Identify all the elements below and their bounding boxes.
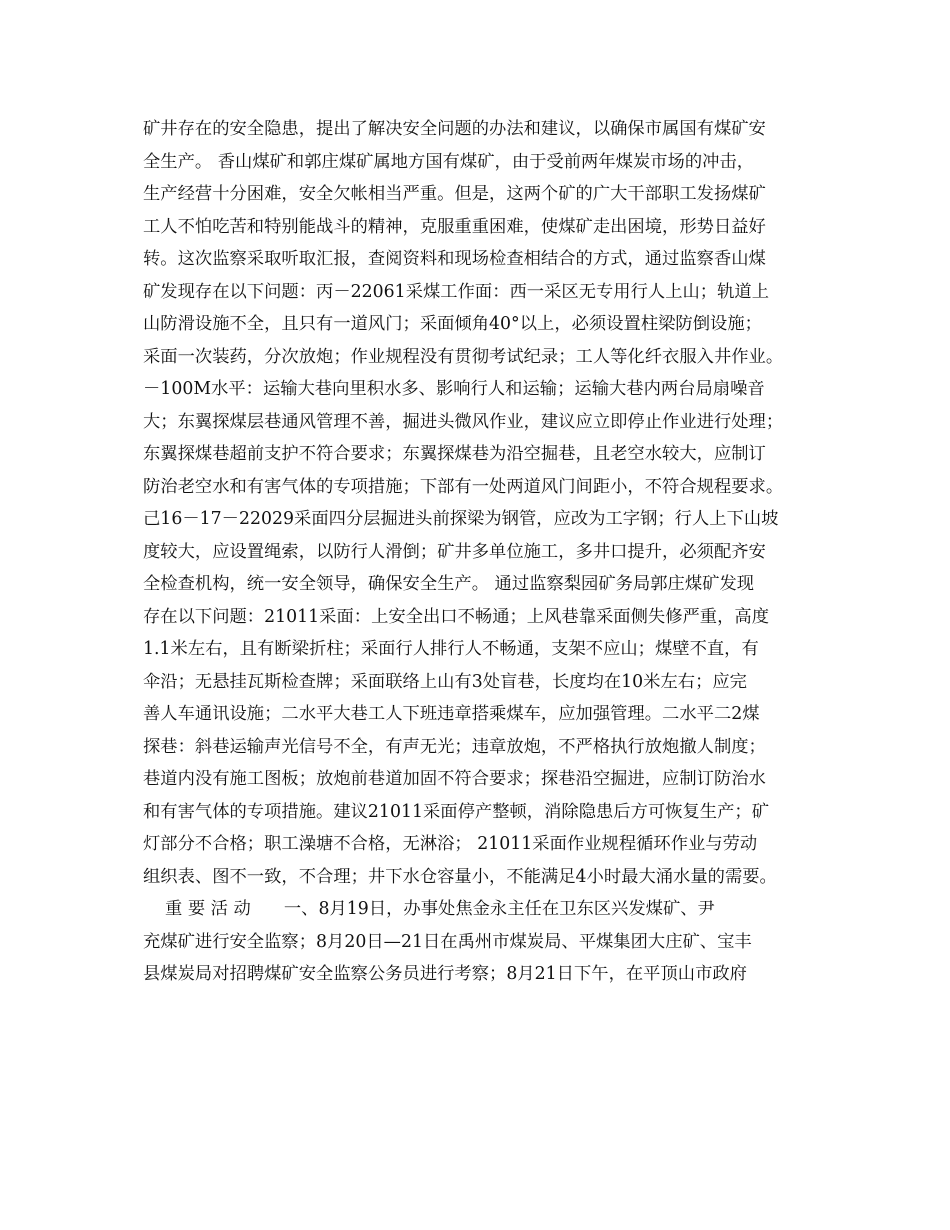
text-line: 和有害气体的专项措施。建议21011采面停产整顿，消除隐患后方可恢复生产；矿 (143, 801, 770, 822)
text-line: 转。这次监察采取听取汇报，查阅资料和现场检查相结合的方式，通过监察香山煤 (143, 249, 766, 269)
text-line: 存在以下问题：21011采面：上安全出口不畅通；上风巷靠采面侧失修严重，高度 (143, 606, 770, 627)
text-line: 探巷：斜巷运输声光信号不全，有声无光；违章放炮，不严格执行放炮撤人制度； (143, 736, 766, 757)
text-line: 善人车通讯设施；二水平大巷工人下班违章搭乘煤车，应加强管理。二水平二2煤 (143, 704, 760, 724)
text-line: 灯部分不合格；职工澡塘不合格，无淋浴； 21011采面作业规程循环作业与劳动 (143, 834, 758, 854)
text-line: 矿发现存在以下问题：丙－22061采煤工作面：西一采区无专用行人上山；轨道上 (143, 281, 770, 302)
text-line: 己16－17－22029采面四分层掘进头前探梁为钢管，应改为工字钢；行人上下山坡 (143, 509, 779, 529)
text-line: 度较大，应设置绳索，以防行人滑倒；矿井多单位施工，多井口提升，必须配齐安 (143, 541, 766, 562)
text-line: 工人不怕吃苦和特别能战斗的精神，克服重重困难，使煤矿走出困境，形势日益好 (143, 216, 766, 237)
text-line: 山防滑设施不全，且只有一道风门；采面倾角40°以上，必须设置柱梁防倒设施； (143, 314, 762, 334)
text-line: 县煤炭局对招聘煤矿安全监察公务员进行考察；8月21日下午，在平顶山市政府 (143, 964, 747, 984)
text-line: 东翼探煤巷超前支护不符合要求；东翼探煤巷为沿空掘巷，且老空水较大，应制订 (143, 444, 766, 464)
text-line: 1.1米左右，且有断梁折柱；采面行人排行人不畅通，支架不应山；煤壁不直，有 (143, 639, 759, 659)
text-line: 伞沿；无悬挂瓦斯检查牌；采面联络上山有3处盲巷，长度均在10米左右；应完 (143, 671, 747, 692)
text-line: 充煤矿进行安全监察；8月20日—21日在禹州市煤炭局、平煤集团大庄矿、宝丰 (143, 931, 752, 952)
text-line: 矿井存在的安全隐患，提出了解决安全问题的办法和建议，以确保市属国有煤矿安 (143, 119, 766, 139)
text-line: －100M水平：运输大巷向里积水多、影响行人和运输；运输大巷内两台局扇噪音 (143, 379, 765, 399)
text-line: 组织表、图不一致，不合理；井下水仓容量小，不能满足4小时最大涌水量的需要。 (143, 866, 777, 887)
text-line: 巷道内没有施工图板；放炮前巷道加固不符合要求；探巷沿空掘进，应制订防治水 (143, 769, 766, 789)
text-line: 防治老空水和有害气体的专项措施；下部有一处两道风门间距小，不符合规程要求。 (143, 476, 784, 497)
text-line: 全检查机构，统一安全领导，确保安全生产。 通过监察梨园矿务局郭庄煤矿发现 (143, 574, 755, 594)
text-line: 全生产。 香山煤矿和郭庄煤矿属地方国有煤矿，由于受前两年煤炭市场的冲击， (143, 151, 755, 172)
text-line: 采面一次装药，分次放炮；作业规程没有贯彻考试纪录；工人等化纤衣服入井作业。 (143, 346, 784, 367)
text-line: 大；东翼探煤层巷通风管理不善，掘进头微风作业，建议应立即停止作业进行处理； (143, 411, 784, 432)
text-line: 生产经营十分困难，安全欠帐相当严重。但是，这两个矿的广大干部职工发扬煤矿 (143, 184, 766, 204)
section-heading-line: 重 要 活 动 一、8月19日，办事处焦金永主任在卫东区兴发煤矿、尹 (143, 899, 715, 919)
body-text (143, 113, 823, 991)
